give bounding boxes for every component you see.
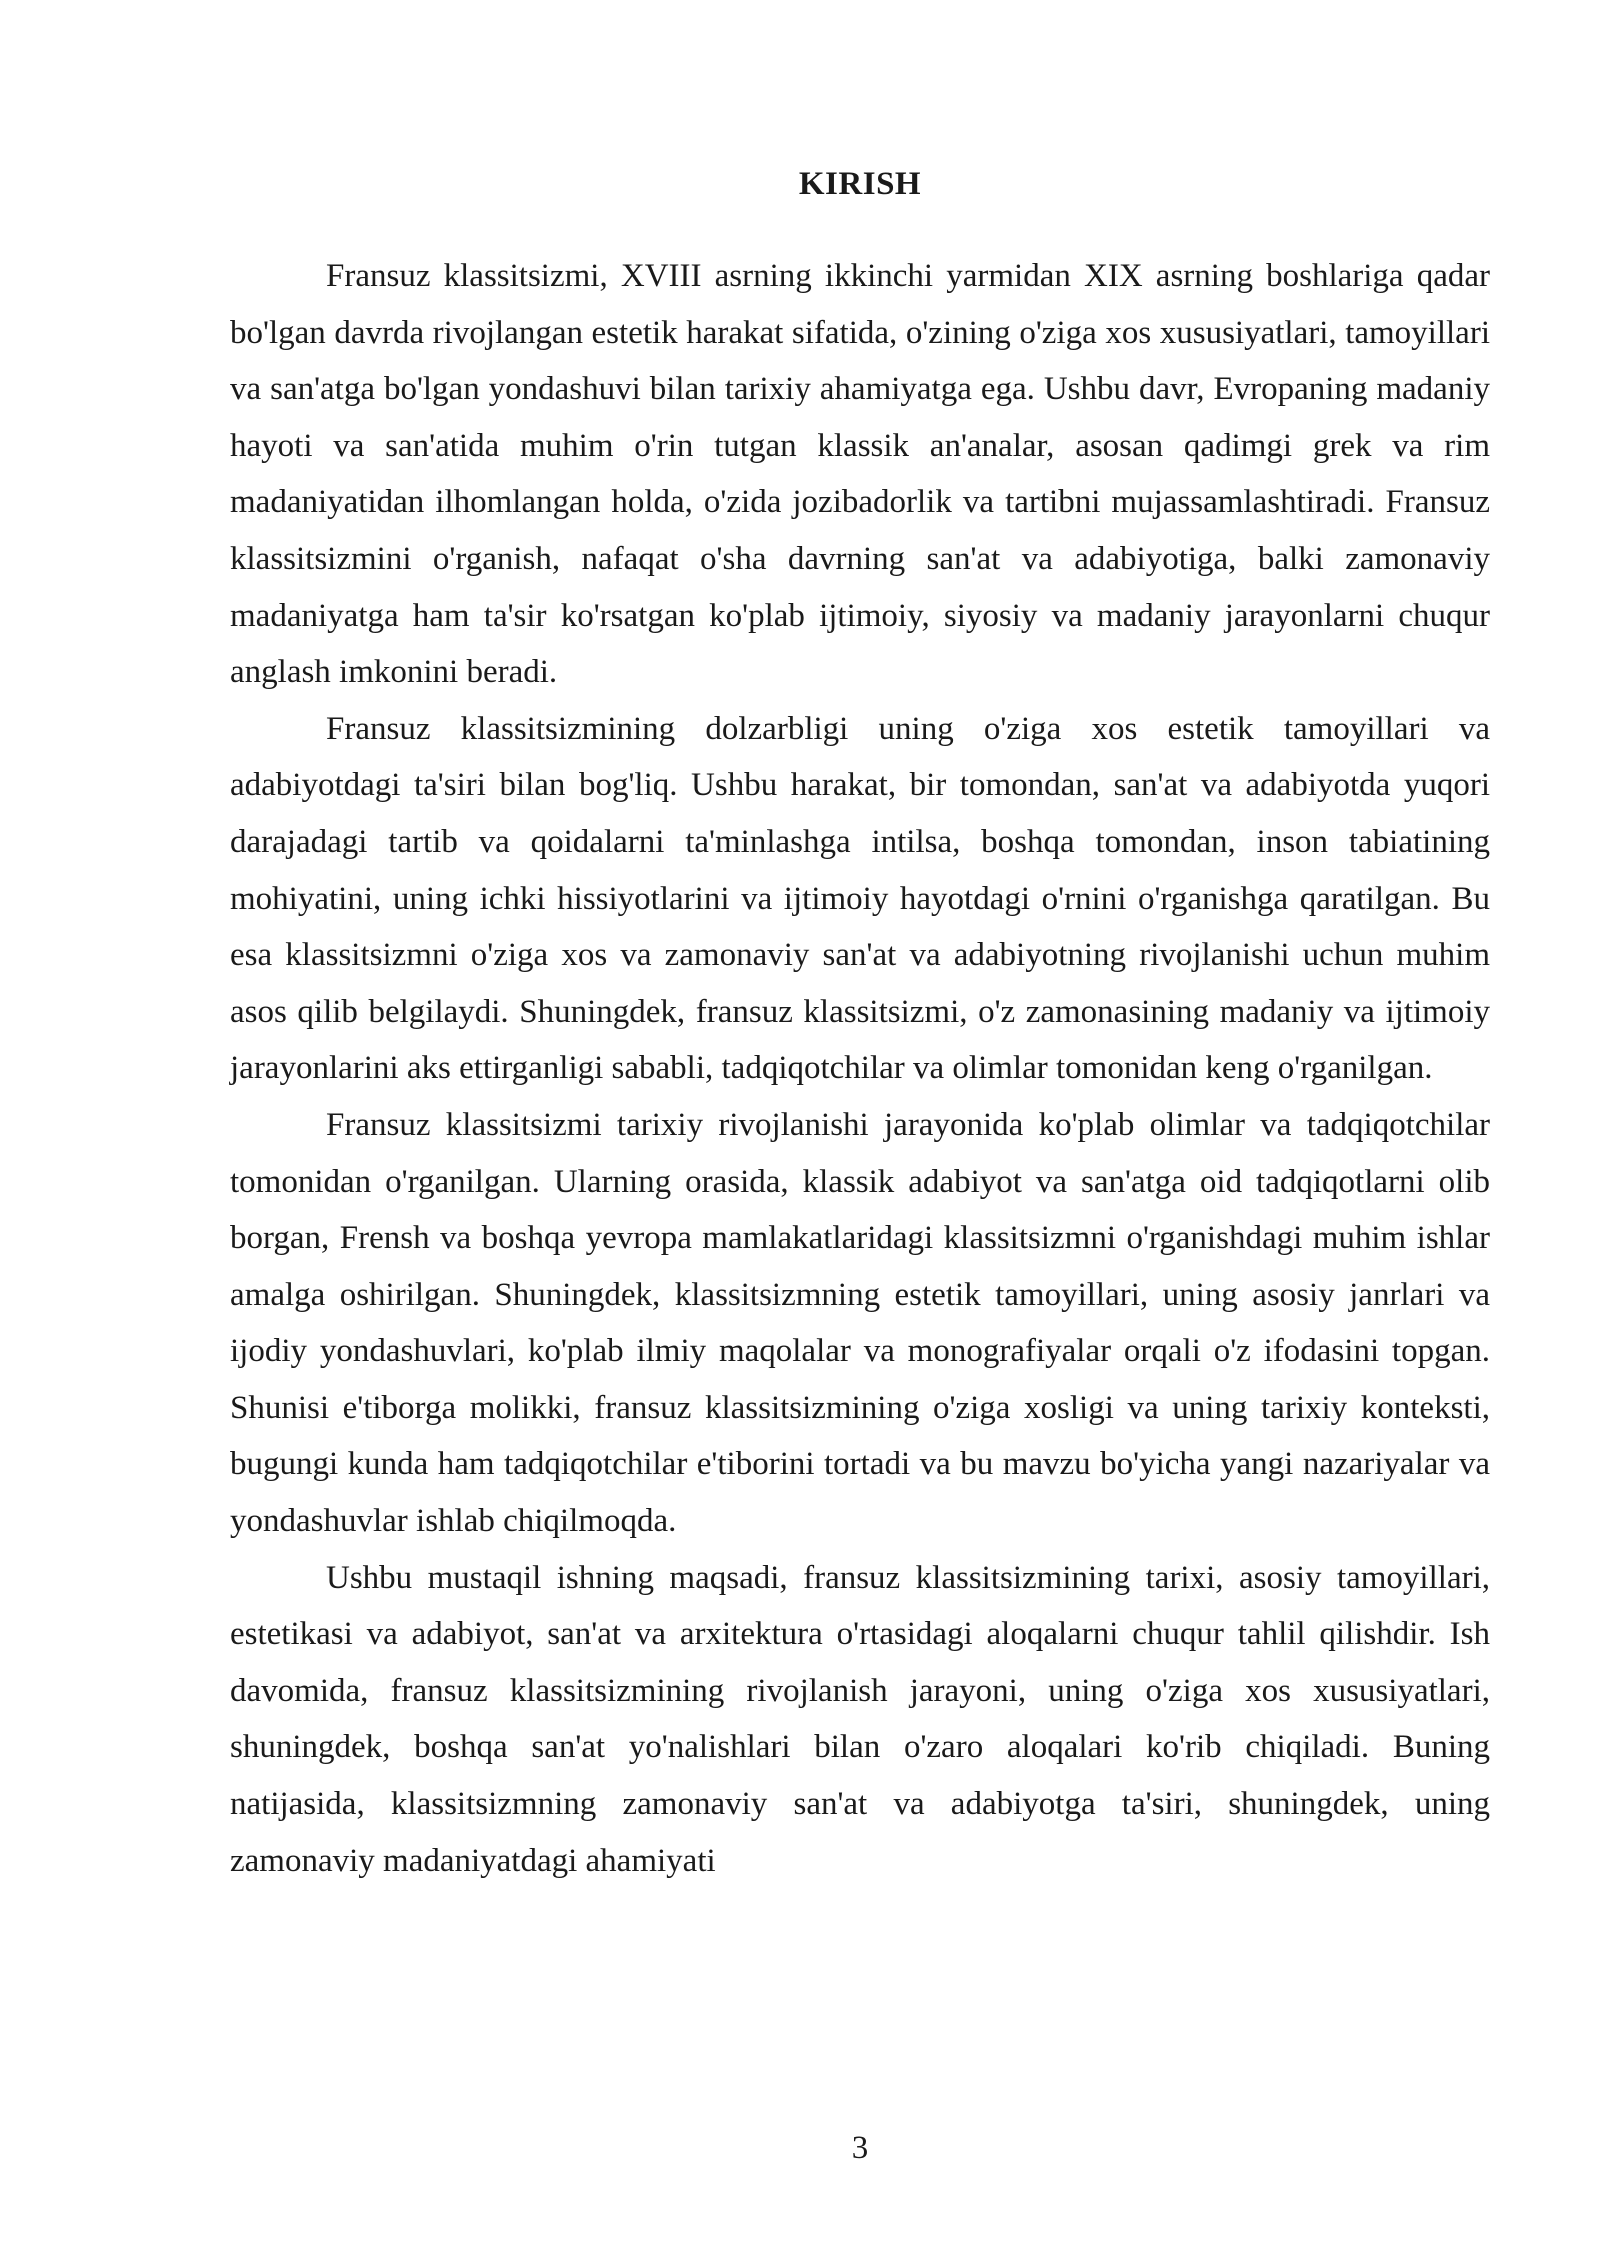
- paragraph: Fransuz klassitsizmi tarixiy rivojlanishi jarayonida ko'plab olimlar va tadqiqotchilar tomonidan o'rganilgan. Ularning orasida, klassik adabiyot va san'atga oid tadqiqotlarni olib borgan, Frensh va boshqa yevropa mamlakatlaridagi klassitsizmni o'rganishdagi muhim ishlar amalga oshirilgan. Shuningdek, klassitsizmning estetik tamoyillari, uning asosiy janrlari va ijodiy yondashuvlari, ko'plab ilmiy maqolalar va monografiyalar orqali o'z ifodasini topgan. Shunisi e'tiborga molikki, fransuz klassitsizmining o'ziga xosligi va uning tarixiy konteksti, bugungi kunda ham tadqiqotchilar e'tiborini tortadi va bu mavzu bo'yicha yangi nazariyalar va yondashuvlar ishlab chiqilmoqda.: [230, 1106, 1490, 1540]
- paragraph: Fransuz klassitsizmi, XVIII asrning ikkinchi yarmidan XIX asrning boshlariga qadar bo'lgan davrda rivojlangan estetik harakat sifatida, o'zining o'ziga xos xususiyatlari, tamoyillari va san'atga bo'lgan yondashuvi bilan tarixiy ahamiyatga ega. Ushbu davr, Evropaning madaniy hayoti va san'atida muhim o'rin tutgan klassik an'analar, asosan qadimgi grek va rim madaniyatidan ilhomlangan holda, o'zida jozibadorlik va tartibni mujassamlashtiradi. Fransuz klassitsizmini o'rganish, nafaqat o'sha davrning san'at va adabiyotiga, balki zamonaviy madaniyatga ham ta'sir ko'rsatgan ko'plab ijtimoiy, siyosiy va madaniy jarayonlarni chuqur anglash imkonini beradi.: [230, 258, 1490, 691]
- body-text: [230, 248, 1490, 1889]
- page-title: KIRISH: [798, 166, 922, 202]
- page-number: 3: [851, 2130, 869, 2166]
- paragraph: Ushbu mustaqil ishning maqsadi, fransuz klassitsizmining tarixi, asosiy tamoyillari, estetikasi va adabiyot, san'at va arxitektura o'rtasidagi aloqalarni chuqur tahlil qilishdir. Ish davomida, fransuz klassitsizmining rivojlanish jarayoni, uning o'ziga xos xususiyatlari, shuningdek, boshqa san'at yo'nalishlari bilan o'zaro aloqalari ko'rib chiqiladi. Buning natijasida, klassitsizmning zamonaviy san'at va adabiyotga ta'siri, shuningdek, uning zamonaviy madaniyatdagi ahamiyati: [230, 1559, 1490, 1879]
- paragraph: Fransuz klassitsizmining dolzarbligi uning o'ziga xos estetik tamoyillari va adabiyotdagi ta'siri bilan bog'liq. Ushbu harakat, bir tomondan, san'at va adabiyotda yuqori darajadagi tartib va qoidalarni ta'minlashga intilsa, boshqa tomondan, inson tabiatining mohiyatini, uning ichki hissiyotlarini va ijtimoiy hayotdagi o'rnini o'rganishga qaratilgan. Bu esa klassitsizmni o'ziga xos va zamonaviy san'at va adabiyotning rivojlanishi uchun muhim asos qilib belgilaydi. Shuningdek, fransuz klassitsizmi, o'z zamonasining madaniy va ijtimoiy jarayonlarini aks ettirganligi sababli, tadqiqotchilar va olimlar tomonidan keng o'rganilgan.: [230, 710, 1490, 1087]
